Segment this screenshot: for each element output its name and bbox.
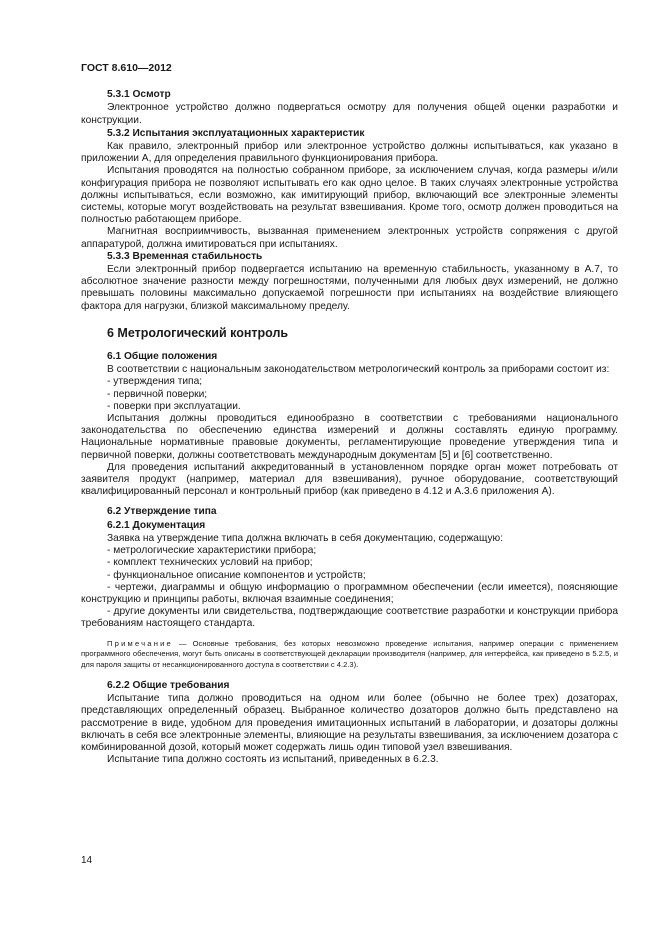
list-item: - утверждения типа; [107, 376, 203, 388]
section-5-3-2-title: 5.3.2 Испытания эксплуатационных характеристик [107, 127, 365, 139]
paragraph: Магнитная восприимчивость, вызванная применением электронных устройств сопряжения с другой аппаратурой, должна имитироваться при испытаниях. [81, 226, 618, 250]
section-6-2-title: 6.2 Утверждение типа [107, 505, 217, 517]
note-text: — Основные требования, без которых невозможно проведение испытания, например операции с применением программного обеспечения, могут быть описаны в соответствующей декларации производителя (например, для интерфейса, как приведено в 5.2.5, и для пароля защиты от несанкционированного доступа в соответствии с 4.2.3). [81, 638, 618, 670]
list-item: - комплект технических условий на прибор; [107, 557, 313, 569]
paragraph: Если электронный прибор подвергается испытанию на временную стабильность, указанному в А.7, то абсолютное значение разности между погрешностями, полученными для любых двух измерений, не должно превышать половины максимально допускаемой погрешности при испытаниях на воздействие влияющего фактора для нагрузки, близкой максимальному пределу. [81, 264, 618, 312]
list-item: - функциональное описание компонентов и устройств; [107, 569, 366, 581]
paragraph: Электронное устройство должно подвергаться осмотру для получения общей оценки разработки и конструкции. [81, 102, 618, 126]
note-label: Примечание [107, 638, 173, 648]
page-number: 14 [81, 855, 93, 866]
section-6-1-title: 6.1 Общие положения [107, 351, 218, 363]
paragraph: Заявка на утверждение типа должна включать в себя документацию, содержащую: [107, 532, 504, 544]
section-6-2-1-title: 6.2.1 Документация [107, 519, 206, 531]
section-6-2-2-title: 6.2.2 Общие требования [107, 679, 230, 691]
document-page [81, 62, 618, 766]
note [81, 639, 618, 671]
paragraph: Как правило, электронный прибор или электронное устройство должны испытываться, как указано в приложении А, для определения правильного функционирования прибора. [81, 141, 618, 165]
list-item: - чертежи, диаграммы и общую информацию о программном обеспечении (если имеется), поясняющие конструкцию и принципы работы, включая взаимные соединения; [81, 581, 618, 605]
section-5-3-3-title: 5.3.3 Временная стабильность [107, 250, 263, 262]
paragraph: Испытание типа должно проводиться на одном или более (обычно не более трех) дозаторах, представляющих определенный образец. Выбранное количество дозаторов должно быть представлено на рассмотрение в виде, удобном для проведения имитационных испытаний в лаборатории, и дозаторы должны включать в себя все электронные элементы, влияющие на результаты взвешивания, за исключением дозатора с комбинированной дозой, который может содержать лишь один типовой узел взвешивания. [81, 693, 618, 753]
document-header: ГОСТ 8.610—2012 [81, 62, 172, 74]
paragraph: Для проведения испытаний аккредитованный в установленном порядке орган может потребовать от заявителя продукт (например, материал для взвешивания), ручное оборудование, соответствующий квалифицированный персонал и контрольный прибор (как приведено в 4.12 и А.3.6 приложения А). [81, 461, 618, 498]
list-item: - метрологические характеристики прибора; [107, 545, 317, 557]
list-item: - поверки при эксплуатации. [107, 400, 241, 412]
paragraph: Испытания проводятся на полностью собранном приборе, за исключением случая, когда размеры и/или конфигурация прибора не позволяют испытывать его как одно целое. В таких случаях электронные устройства должны испытываться, если возможно, как имитирующий прибор, включающий все электронные элементы системы, которые могут воздействовать на результат взвешивания. Кроме того, осмотр должен проводиться на полностью работающем приборе. [81, 165, 618, 226]
paragraph: Испытание типа должно состоять из испытаний, приведенных в 6.2.3. [107, 754, 439, 766]
section-5-3-1-title: 5.3.1 Осмотр [107, 89, 171, 101]
list-item: - первичной поверки; [107, 388, 208, 400]
paragraph: Испытания должны проводиться единообразно в соответствии с требованиями национального законодательства по обеспечению единства измерений и должны составлять единую программу. Национальные нормативные правовые документы, регламентирующие проведение утверждения типа и первичной поверки, должны соответствовать международным документам [5] и [6] соответственно. [81, 413, 618, 461]
list-item: - другие документы или свидетельства, подтверждающие соответствие разработки и конструкции прибора требованиям настоящего стандарта. [81, 606, 618, 630]
paragraph: В соответствии с национальным законодательством метрологический контроль за приборами состоит из: [107, 364, 610, 376]
section-6-title: 6 Метрологический контроль [107, 325, 289, 340]
